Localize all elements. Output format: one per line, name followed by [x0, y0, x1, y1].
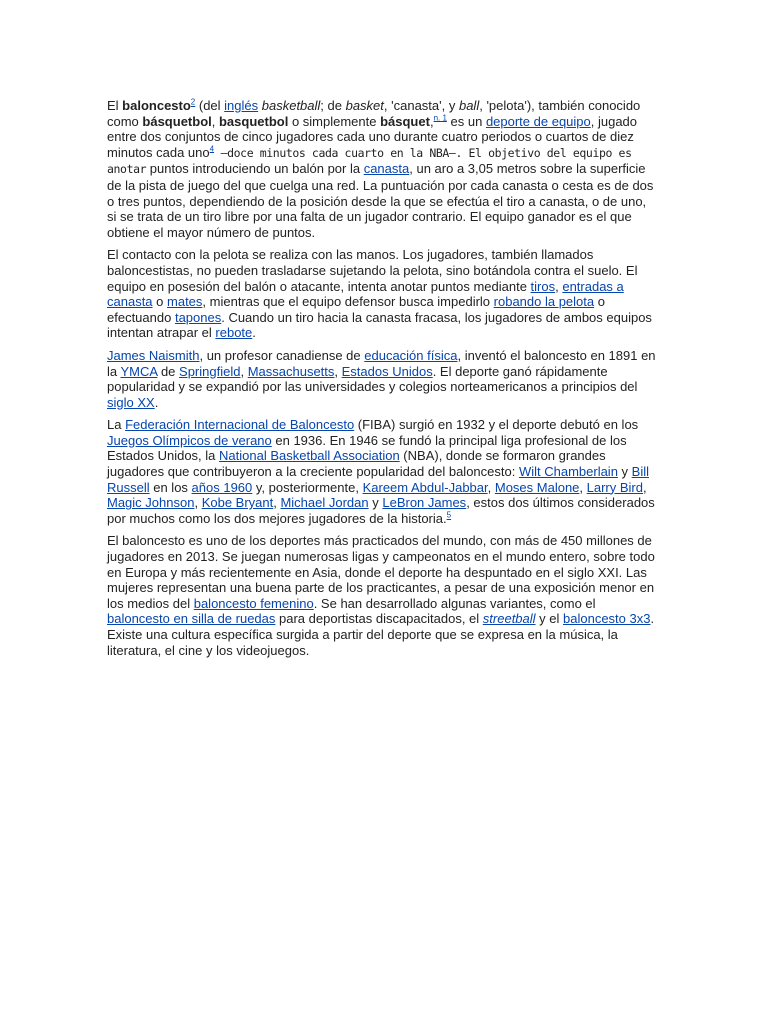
- text: ,: [273, 495, 281, 511]
- text: es un: [446, 113, 486, 129]
- link-ymca[interactable]: YMCA: [120, 363, 158, 379]
- text: (del: [195, 98, 225, 113]
- paragraph-fiba-nba: [107, 417, 659, 526]
- text: y: [368, 495, 383, 511]
- footnote-link-4[interactable]: 4: [209, 144, 215, 154]
- text: ; de: [320, 98, 346, 113]
- link-kareem-abdul-jabbar[interactable]: Kareem Abdul-Jabbar: [362, 479, 488, 495]
- link-educacion-fisica[interactable]: educación física: [364, 347, 458, 363]
- link-michael-jordan[interactable]: Michael Jordan: [280, 495, 369, 511]
- text: . Existe una cultura específica surgida a partir del deporte que se expresa en la música, la literatura, el cine y los videojuegos.: [107, 611, 655, 658]
- link-wilt-chamberlain[interactable]: Wilt Chamberlain: [518, 464, 618, 480]
- link-tiros[interactable]: tiros: [530, 278, 556, 294]
- bold-term-basquet: básquet: [380, 113, 430, 129]
- text: de: [157, 363, 180, 379]
- link-canasta[interactable]: canasta: [363, 161, 410, 177]
- paragraph-rules: [107, 247, 659, 341]
- text: .: [154, 394, 159, 410]
- italic-basket: basket: [345, 98, 384, 113]
- text: , un profesor canadiense de: [199, 347, 365, 363]
- link-siglo-xx[interactable]: siglo XX: [107, 394, 155, 410]
- text: ,: [487, 479, 495, 495]
- text: o efectuando: [107, 294, 605, 325]
- text: , 'canasta', y: [383, 98, 459, 113]
- link-baloncesto-femenino[interactable]: baloncesto femenino: [193, 595, 314, 611]
- link-deporte-de-equipo[interactable]: deporte de equipo: [485, 113, 591, 129]
- link-tapones[interactable]: tapones: [174, 309, 222, 325]
- bold-term-basquetbol: basquetbol: [218, 113, 289, 129]
- text: puntos introduciendo un balón por la: [146, 161, 364, 177]
- footnote-link-n1[interactable]: n. 1: [433, 113, 447, 123]
- text-mono-fragment: —doce minutos cada cuarto en la NBA—. El objetivo del equipo es anotar: [107, 145, 632, 177]
- text: , estos dos últimos considerados por muchos como los dos mejores jugadores de la historia.: [107, 495, 655, 526]
- text: en los: [149, 479, 192, 495]
- text: , 'pelota'), también conocido como: [107, 98, 641, 129]
- link-bill-russell[interactable]: Bill Russell: [107, 464, 650, 495]
- link-nba[interactable]: National Basketball Association: [219, 448, 400, 464]
- text: en 1936. En 1946 se fundó la principal liga profesional de los Estados Unidos, la: [107, 432, 627, 464]
- link-anos-1960[interactable]: años 1960: [191, 479, 253, 495]
- text: para deportistas discapacitados, el: [275, 611, 483, 627]
- italic-ball: ball: [458, 98, 480, 113]
- link-lebron-james[interactable]: LeBron James: [382, 495, 467, 511]
- text: ,: [211, 113, 219, 129]
- text: y: [617, 464, 632, 480]
- text: ,: [643, 479, 647, 495]
- paragraph-history: [107, 348, 659, 410]
- italic-basketball: basketball: [261, 98, 321, 113]
- text: . Cuando un tiro hacia la canasta fracasa, los jugadores de ambos equipos intentan atrapar el: [107, 309, 652, 341]
- text: , jugado entre dos conjuntos de cinco jugadores cada uno durante cuatro periodos o cuartos de diez minutos cada uno: [107, 113, 638, 160]
- text: El contacto con la pelota se realiza con las manos. Los jugadores, también llamados baloncestistas, no pueden trasladarse sujetando la pelota, sino botándola contra el suelo. El equipo en posesión del balón o atacante, intenta anotar puntos mediante: [107, 247, 638, 294]
- bold-term-basquetbol-accent: básquetbol: [142, 113, 212, 129]
- link-mates[interactable]: mates: [167, 294, 203, 310]
- link-juegos-olimpicos[interactable]: Juegos Olímpicos de verano: [107, 432, 272, 448]
- link-james-naismith[interactable]: James Naismith: [107, 347, 200, 363]
- bold-term-baloncesto: baloncesto: [122, 98, 191, 113]
- link-rebote[interactable]: rebote: [215, 325, 253, 341]
- footnote-link-5[interactable]: 5: [446, 510, 452, 520]
- link-baloncesto-3x3[interactable]: baloncesto 3x3: [563, 611, 651, 627]
- paragraph-intro: [107, 98, 659, 240]
- footnote-link-2[interactable]: 2: [190, 97, 196, 107]
- text: El baloncesto es uno de los deportes más practicados del mundo, con más de 450 millones de jugadores en 2013. Se juegan numerosas ligas y campeonatos en el mundo entero, sobre todo en Europa y más recientemente en Asia, donde el deporte ha despuntado en el siglo XXI. Las mujeres representan una buena parte de los practicantes, a pesar de una exposición menor en los medios del: [107, 533, 655, 611]
- text: y el: [535, 611, 564, 627]
- text: ,: [579, 479, 587, 495]
- text: ,: [194, 495, 202, 511]
- link-baloncesto-silla-de-ruedas[interactable]: baloncesto en silla de ruedas: [107, 611, 276, 627]
- link-entradas-a-canasta[interactable]: entradas a canasta: [107, 278, 624, 310]
- text: . Se han desarrollado algunas variantes, como el: [313, 595, 596, 611]
- text: , inventó el baloncesto en 1891 en la: [107, 347, 656, 379]
- footnote-ref[interactable]: [447, 511, 451, 520]
- text: (FIBA) surgió en 1932 y el deporte debutó en los: [354, 417, 639, 433]
- text: , mientras que el equipo defensor busca impedirlo: [202, 294, 494, 310]
- text: , un aro a 3,05 metros sobre la superficie de la pista de juego del que cuelga una red. La puntuación por cada canasta o cesta es de dos o tres puntos, dependiendo de la posición desde la que se efectúa el tiro a canasta, o de uno, si se trata de un tiro libre por una falta de un jugador contrario. El equipo ganador es el que obtiene el mayor número de puntos.: [107, 161, 654, 240]
- link-larry-bird[interactable]: Larry Bird: [586, 479, 643, 495]
- text: (NBA), donde se formaron grandes jugadores que contribuyeron a la creciente popularidad del baloncesto:: [107, 448, 606, 480]
- text: ,: [334, 363, 342, 379]
- link-kobe-bryant[interactable]: Kobe Bryant: [201, 495, 274, 511]
- link-moses-malone[interactable]: Moses Malone: [494, 479, 580, 495]
- text: La: [107, 417, 126, 433]
- text: ,: [240, 363, 248, 379]
- text: o: [152, 294, 168, 310]
- link-streetball[interactable]: [483, 611, 536, 626]
- link-massachusetts[interactable]: Massachusetts: [247, 363, 335, 379]
- text: .: [252, 325, 256, 341]
- link-robando-la-pelota[interactable]: robando la pelota: [493, 294, 595, 310]
- text: o simplemente: [288, 113, 381, 129]
- link-magic-johnson[interactable]: Magic Johnson: [107, 495, 195, 511]
- link-estados-unidos[interactable]: Estados Unidos: [341, 363, 433, 379]
- text: . El deporte ganó rápidamente popularidad y se expandió por las universidades y colegios norteamericanos a principios del: [107, 363, 638, 395]
- text: El: [107, 98, 123, 113]
- article-body: [107, 98, 659, 665]
- link-springfield[interactable]: Springfield: [179, 363, 241, 379]
- text: ,: [555, 278, 563, 294]
- link-fiba[interactable]: Federación Internacional de Baloncesto: [125, 417, 355, 433]
- text: y, posteriormente,: [252, 479, 363, 495]
- footnote-ref[interactable]: [434, 113, 447, 122]
- italic-streetball: streetball: [482, 611, 536, 627]
- text: ,: [429, 113, 434, 129]
- link-ingles[interactable]: inglés: [224, 98, 259, 113]
- paragraph-popularity: [107, 533, 659, 658]
